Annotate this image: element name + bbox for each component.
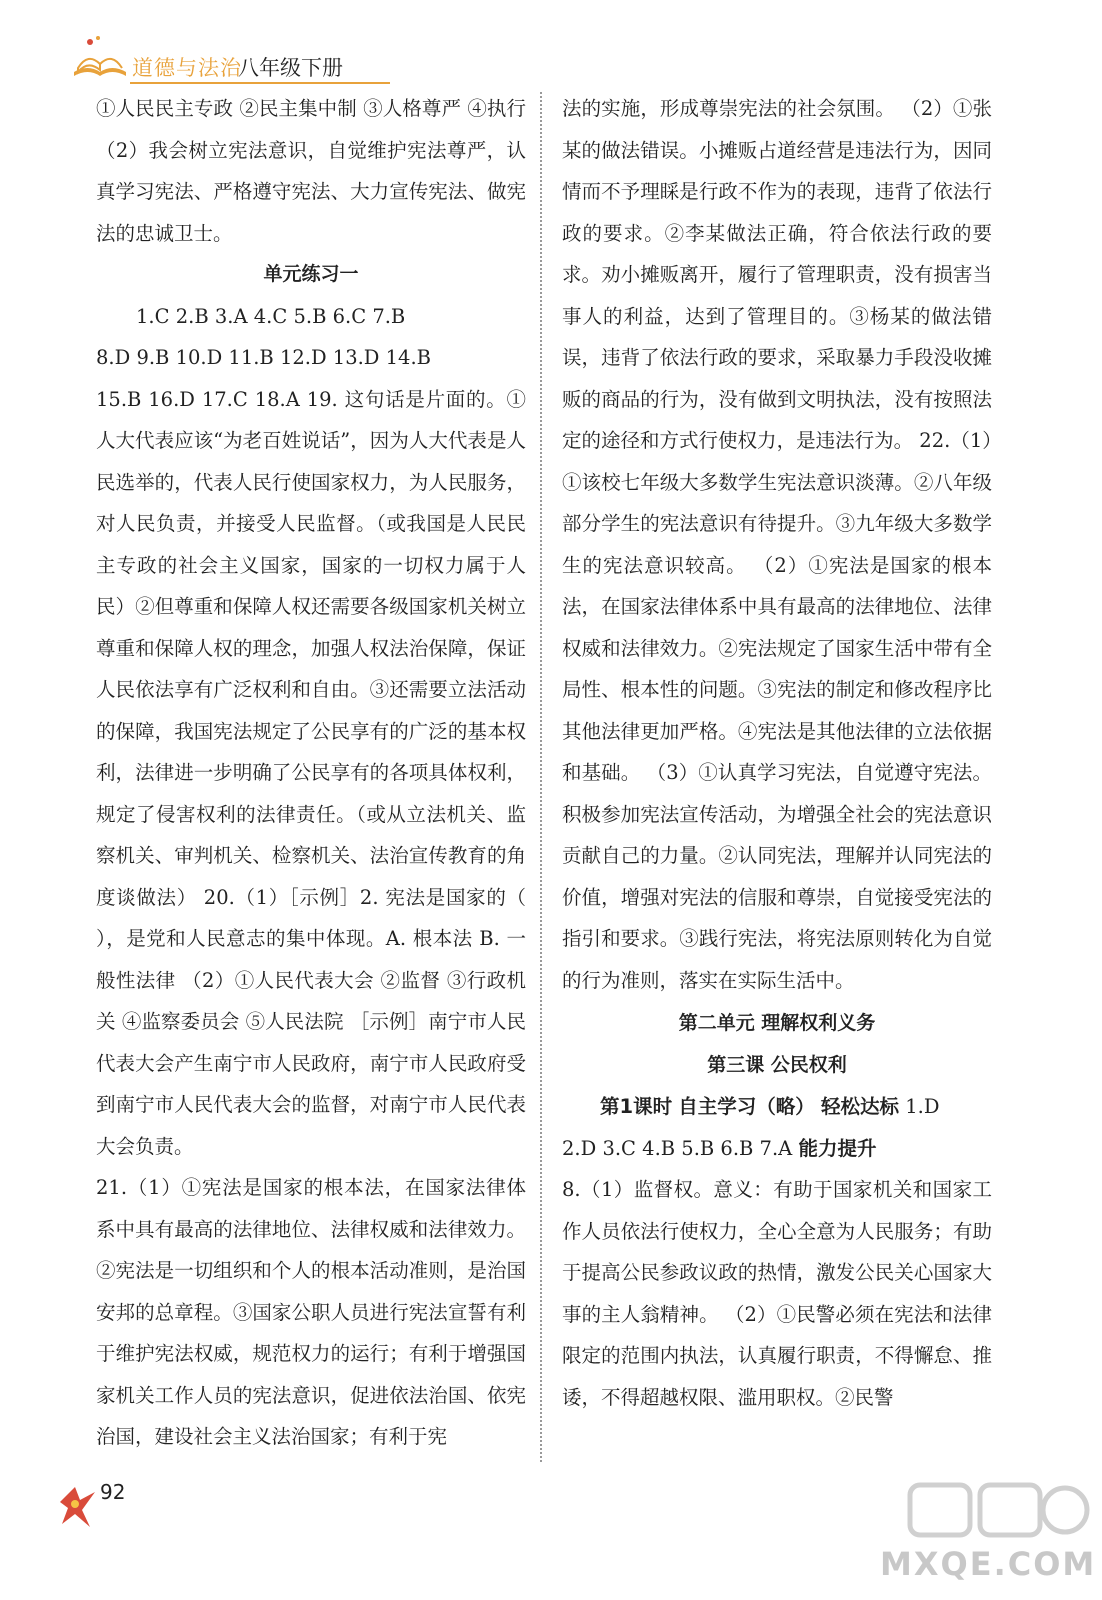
answer-line: 2.D 3.C 4.B 5.B 6.B 7.A (562, 1136, 793, 1160)
grade-title: 八年级下册 (238, 56, 343, 80)
left-column (96, 88, 526, 1458)
answer-paragraph: 法的实施，形成尊崇宪法的社会氛围。 （2）①张某的做法错误。小摊贩占道经营是违法行为，因同情而不予理睬是行政不作为的表现，违背了依法行政的要求。②李某做法正确，符合依法行政的要求。劝小摊贩离开，履行了管理职责，没有损害当事人的利益，达到了管理目的。③杨某的做法错误，违背了依法行政的要求，采取暴力手段没收摊贩的商品的行为，没有做到文明执法，没有按照法定的途径和方式行使权力，是违法行为。 22.（1）①该校七年级大多数学生宪法意识淡薄。②八年级部分学生的宪法意识有待提升。③九年级大多数学生的宪法意识较高。 （2）①宪法是国家的根本法，在国家法律体系中具有最高的法律地位、法律权威和法律效力。②宪法规定了国家生活中带有全局性、根本性的问题。③宪法的制定和修改程序比其他法律更加严格。④宪法是其他法律的立法依据和基础。 （3）①认真学习宪法，自觉遵守宪法。积极参加宪法宣传活动，为增强全社会的宪法意识贡献自己的力量。②认同宪法，理解并认同宪法的价值，增强对宪法的信服和尊崇，自觉接受宪法的指引和要求。③践行宪法，将宪法原则转化为自觉的行为准则，落实在实际生活中。 (562, 97, 992, 992)
answer-paragraph: 15.B 16.D 17.C 18.A 19. 这句话是片面的。①人大代表应该“为老百姓说话”，因为人大代表是人民选举的，代表人民行使国家权力，为人民服务，对人民负责，并接受人民监督。（或我国是人民民主专政的社会主义国家，国家的一切权力属于人民）②但尊重和保障人权还需要各级国家机关树立尊重和保障人权的理念，加强人权法治保障，保证人民依法享有广泛权利和自由。③还需要立法活动的保障，我国宪法规定了公民享有的广泛的基本权利，法律进一步明确了公民享有的各项具体权利，规定了侵害权利的法律责任。（或从立法机关、监察机关、审判机关、检察机关、法治宣传教育的角度谈做法） 20.（1）［示例］2. 宪法是国家的（ ），是党和人民意志的集中体现。A. 根本法 B. 一般性法律 （2）①人民代表大会 ②监督 ③行政机关 ④监察委员会 ⑤人民法院 ［示例］南宁市人民代表大会产生南宁市人民政府，南宁市人民政府受到南宁市人民代表大会的监督，对南宁市人民代表大会负责。 (96, 387, 526, 1158)
answer-line: 1.C 2.B 3.A 4.C 5.B 6.C 7.B (136, 304, 406, 328)
unit-title: 第二单元 理解权利义务 (678, 1012, 876, 1034)
answer-line: 8.D 9.B 10.D 11.B 12.D 13.D 14.B (96, 346, 431, 369)
right-column (562, 88, 992, 1418)
lesson-label-3: 轻松达标 (821, 1095, 900, 1118)
column-divider (540, 92, 542, 1462)
ability-label: 能力提升 (798, 1136, 877, 1160)
header-rule (130, 82, 390, 84)
page-number: 92 (100, 1480, 126, 1504)
lesson-label: 第1课时 (600, 1095, 673, 1118)
answer-paragraph: ①人民民主专政 ②民主集中制 ③人格尊严 ④执行 （2）我会树立宪法意识，自觉维护宪法尊严，认真学习宪法、严格遵守宪法、大力宣传宪法、做宪法的忠诚卫士。 (96, 97, 526, 245)
lesson-label-2: 自主学习（略） (678, 1095, 815, 1118)
lesson-title: 第三课 公民权利 (707, 1053, 847, 1076)
answer-line: 1.D (905, 1095, 940, 1118)
section-title: 单元练习一 (263, 263, 359, 285)
answer-paragraph: 8.（1）监督权。意义：有助于国家机关和国家工作人员依法行使权力，全心全意为人民服务；有助于提高公民参政议政的热情，激发公民关心国家大事的主人翁精神。 （2）①民警必须在宪法和法律限定的范围内执法，认真履行职责，不得懈怠、推诿，不得超越权限、滥用职权。②民警 (562, 1178, 992, 1409)
flower-decoration-icon (50, 1472, 100, 1532)
page-header (70, 30, 390, 85)
open-book-icon (70, 34, 130, 80)
subject-title: 道德与法治 (132, 56, 242, 80)
watermark-text: MXQE.COM (880, 1545, 1097, 1583)
answer-paragraph: 21.（1）①宪法是国家的根本法，在国家法律体系中具有最高的法律地位、法律权威和法律效力。②宪法是一切组织和个人的根本活动准则，是治国安邦的总章程。③国家公职人员进行宪法宣誓有利于维护宪法权威，规范权力的运行；有利于增强国家机关工作人员的宪法意识，促进依法治国、依宪治国，建设社会主义法治国家；有利于宪 (96, 1176, 526, 1448)
